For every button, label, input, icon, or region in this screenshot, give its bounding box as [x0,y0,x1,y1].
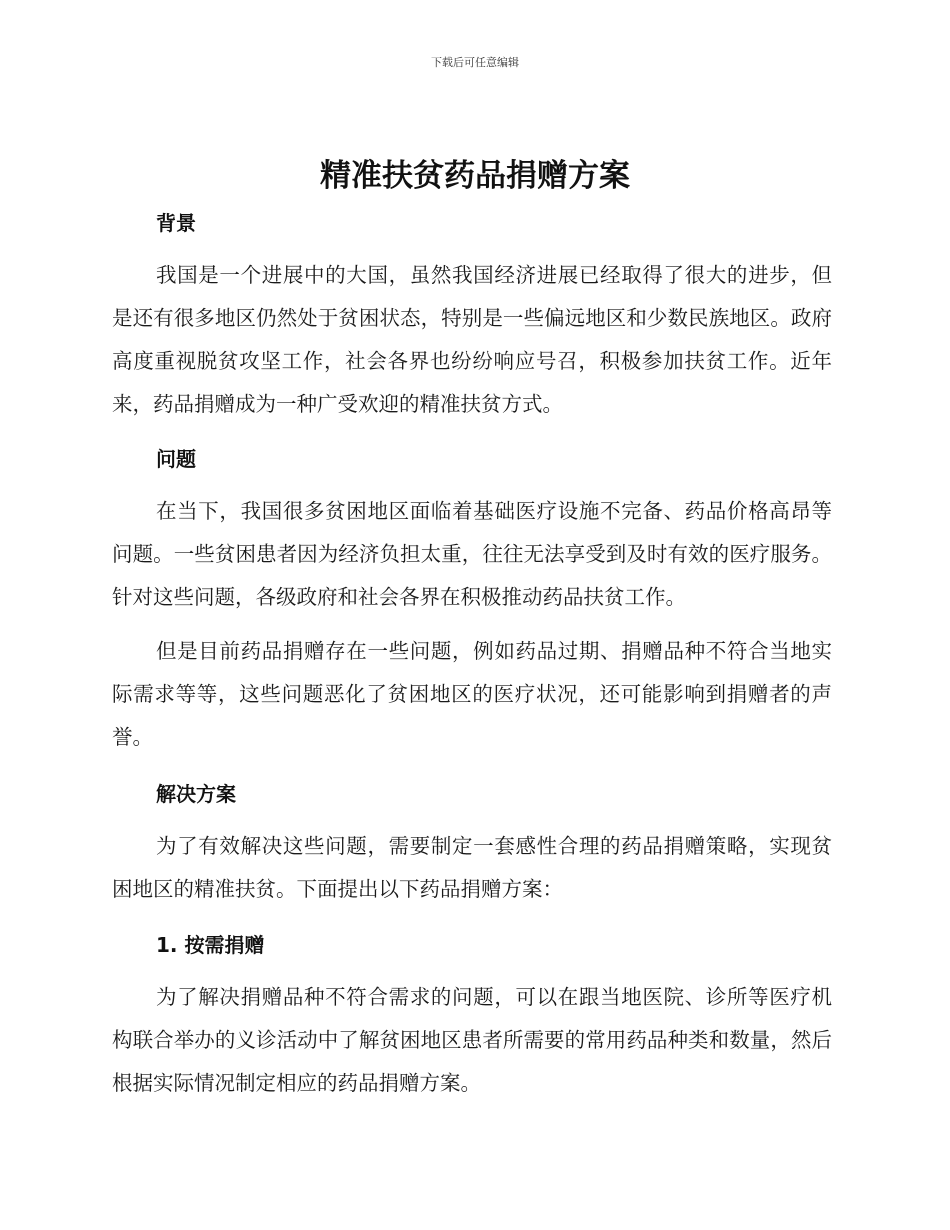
section-heading-solution: 解决方案 [156,782,236,806]
paragraph-problem-2: 但是目前药品捐赠存在一些问题，例如药品过期、捐赠品种不符合当地实际需求等等，这些问题恶化了贫困地区的医疗状况，还可能影响到捐赠者的声誉。 [112,639,832,749]
paragraph-background-1: 我国是一个进展中的大国，虽然我国经济进展已经取得了很大的进步，但是还有很多地区仍然处于贫困状态，特别是一些偏远地区和少数民族地区。政府高度重视脱贫攻坚工作，社会各界也纷纷响应号召，积极参加扶贫工作。近年来，药品捐赠成为一种广受欢迎的精准扶贫方式。 [112,263,832,416]
section-heading-background: 背景 [156,211,196,235]
paragraph-solution-1: 为了有效解决这些问题，需要制定一套感性合理的药品捐赠策略，实现贫困地区的精准扶贫。下面提出以下药品捐赠方案： [112,834,832,901]
document-title: 精准扶贫药品捐赠方案 [320,158,630,194]
paragraph-item1-1: 为了解决捐赠品种不符合需求的问题，可以在跟当地医院、诊所等医疗机构联合举办的义诊活动中了解贫困地区患者所需要的常用药品种类和数量，然后根据实际情况制定相应的药品捐赠方案。 [112,985,832,1095]
page-header-note: 下载后可任意编辑 [431,56,519,69]
paragraph-problem-1: 在当下，我国很多贫困地区面临着基础医疗设施不完备、药品价格高昂等问题。一些贫困患者因为经济负担太重，往往无法享受到及时有效的医疗服务。针对这些问题，各级政府和社会各界在积极推动药品扶贫工作。 [112,499,832,609]
item-heading-on-demand: 1. 按需捐赠 [156,933,265,957]
section-heading-problem: 问题 [156,447,196,471]
